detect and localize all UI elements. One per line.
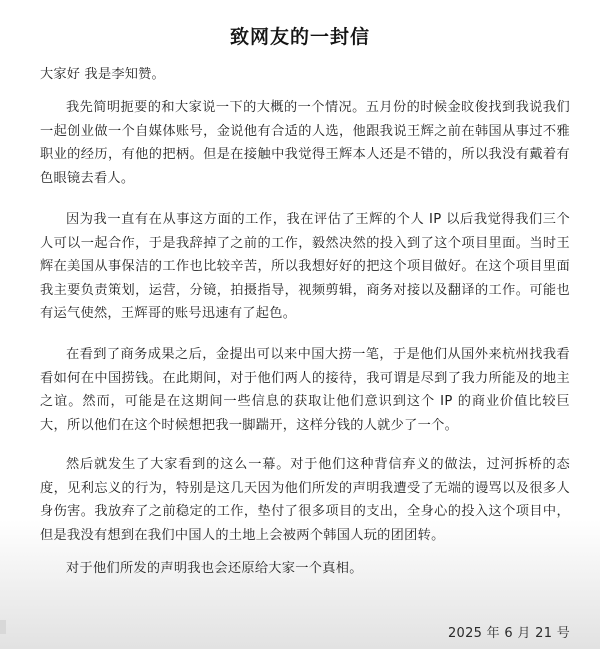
letter-date: 2025 年 6 月 21 号 xyxy=(447,626,570,641)
edge-artifact xyxy=(0,620,6,634)
letter-paragraph-5: 对于他们所发的声明我也会还原给大家一个真相。 xyxy=(66,561,363,576)
letter-paragraph-4: 然后就发生了大家看到的这么一幕。对于他们这种背信弃义的做法，过河拆桥的态度，见利忘义的行为，特别是这几天因为他们所发的声明我遭受了无端的谩骂以及很多人身伤害。我放弃了之前稳定的工作，垫付了很多项目的支出，全身心的投入这个项目中，但是我没有想到在我们中国人的土地上会被两个韩国人玩的团团转。 xyxy=(40,457,570,543)
letter-greeting: 大家好 我是李知赞。 xyxy=(40,67,165,82)
letter-title: 致网友的一封信 xyxy=(229,26,370,48)
letter-paragraph-2: 因为我一直有在从事这方面的工作，我在评估了王辉的个人 IP 以后我觉得我们三个人可以一起合作，于是我辞掉了之前的工作，毅然决然的投入到了这个项目里面。当时王辉在美国从事保洁的工作也比较辛苦，所以我想好好的把这个项目做好。在这个项目里面我主要负责策划，运营，分镜，拍摄指导，视频剪辑，商务对接以及翻译的工作。可能也有运气使然，王辉哥的账号迅速有了起色。 xyxy=(40,212,571,321)
letter-paragraph-1: 我先简明扼要的和大家说一下的大概的一个情况。五月份的时候金旼俊找到我说我们一起创业做一个自媒体账号，金说他有合适的人选，他跟我说王辉之前在韩国从事过不雅职业的经历，有他的把柄。但是在接触中我觉得王辉本人还是不错的，所以我没有戴着有色眼镜去看人。 xyxy=(40,100,570,186)
letter-paragraph-3: 在看到了商务成果之后，金提出可以来中国大捞一笔，于是他们从国外来杭州找我看看如何在中国捞钱。在此期间，对于他们两人的接待，我可谓是尽到了我力所能及的地主之谊。然而，可能是在这期间一些信息的获取让他们意识到这个 IP 的商业价值比较巨大，所以他们在这个时候想把我一脚踹开，这样分钱的人就少了一个。 xyxy=(40,347,570,433)
